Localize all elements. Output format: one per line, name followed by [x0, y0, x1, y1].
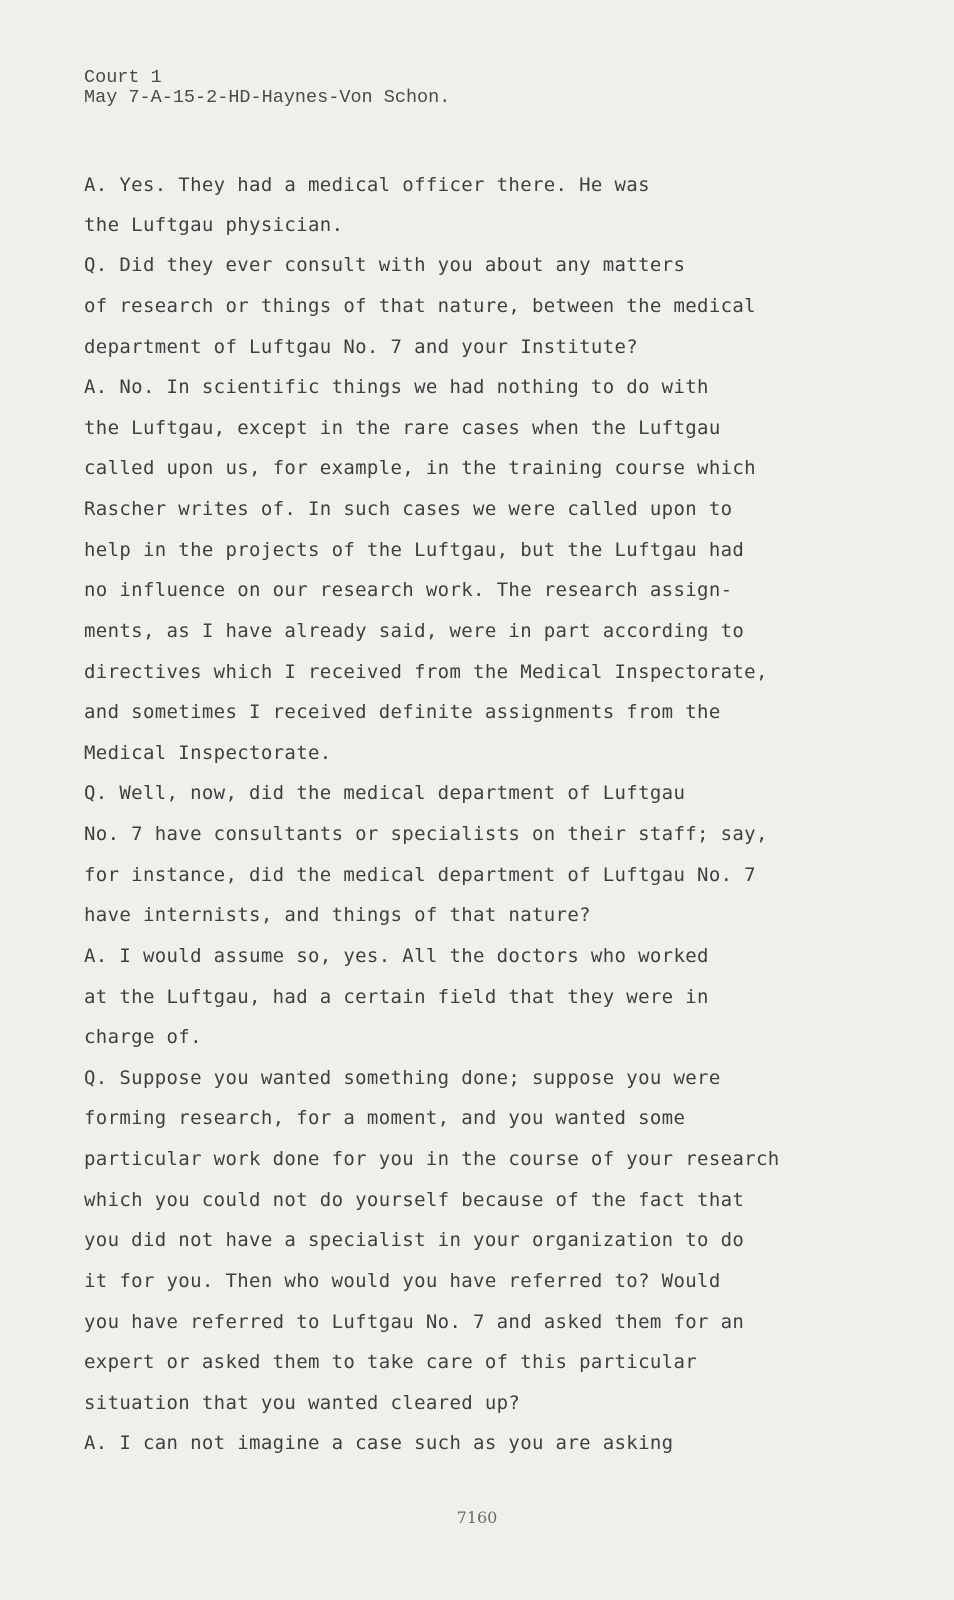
- transcript-line: directives which I received from the Medical Inspectorate,: [84, 661, 768, 683]
- transcript-line: No. 7 have consultants or specialists on their staff; say,: [84, 823, 768, 845]
- transcript-line: have internists, and things of that nature?: [84, 904, 591, 926]
- transcript-line: A. No. In scientific things we had nothing to do with: [84, 376, 709, 398]
- transcript-line: you did not have a specialist in your organization to do: [84, 1229, 745, 1251]
- transcript-line: A. Yes. They had a medical officer there. He was: [84, 174, 650, 196]
- transcript-line: called upon us, for example, in the training course which: [84, 457, 756, 479]
- transcript-line: no influence on our research work. The research assign-: [84, 579, 733, 601]
- transcript-line: the Luftgau physician.: [84, 214, 344, 236]
- header-court: Court 1: [84, 67, 162, 88]
- transcript-line: at the Luftgau, had a certain field that they were in: [84, 986, 709, 1008]
- transcript-line: for instance, did the medical department of Luftgau No. 7: [84, 864, 756, 886]
- transcript-line: expert or asked them to take care of this particular: [84, 1351, 698, 1373]
- transcript-line: of research or things of that nature, between the medical: [84, 295, 756, 317]
- transcript-line: department of Luftgau No. 7 and your Institute?: [84, 336, 639, 358]
- transcript-line: Q. Suppose you wanted something done; suppose you were: [84, 1067, 721, 1089]
- document-header: [84, 68, 450, 108]
- transcript-line: Medical Inspectorate.: [84, 742, 332, 764]
- transcript-line: ments, as I have already said, were in part according to: [84, 620, 745, 642]
- header-reference: May 7-A-15-2-HD-Haynes-Von Schon.: [84, 87, 451, 108]
- transcript-line: the Luftgau, except in the rare cases when the Luftgau: [84, 417, 721, 439]
- transcript-line: forming research, for a moment, and you wanted some: [84, 1107, 686, 1129]
- transcript-line: charge of.: [84, 1026, 202, 1048]
- transcript-line: you have referred to Luftgau No. 7 and asked them for an: [84, 1311, 745, 1333]
- page-number: 7160: [456, 1508, 498, 1527]
- transcript-line: and sometimes I received definite assignments from the: [84, 701, 721, 723]
- transcript-line: A. I can not imagine a case such as you are asking: [84, 1432, 674, 1454]
- transcript-line: A. I would assume so, yes. All the doctors who worked: [84, 945, 709, 967]
- transcript-line: Q. Did they ever consult with you about any matters: [84, 254, 686, 276]
- transcript-line: particular work done for you in the course of your research: [84, 1148, 780, 1170]
- transcript-line: which you could not do yourself because of the fact that: [84, 1189, 745, 1211]
- transcript-line: help in the projects of the Luftgau, but the Luftgau had: [84, 539, 745, 561]
- transcript-line: it for you. Then who would you have referred to? Would: [84, 1270, 721, 1292]
- transcript-line: Rascher writes of. In such cases we were called upon to: [84, 498, 733, 520]
- transcript-line: Q. Well, now, did the medical department of Luftgau: [84, 782, 686, 804]
- transcript-line: situation that you wanted cleared up?: [84, 1392, 521, 1414]
